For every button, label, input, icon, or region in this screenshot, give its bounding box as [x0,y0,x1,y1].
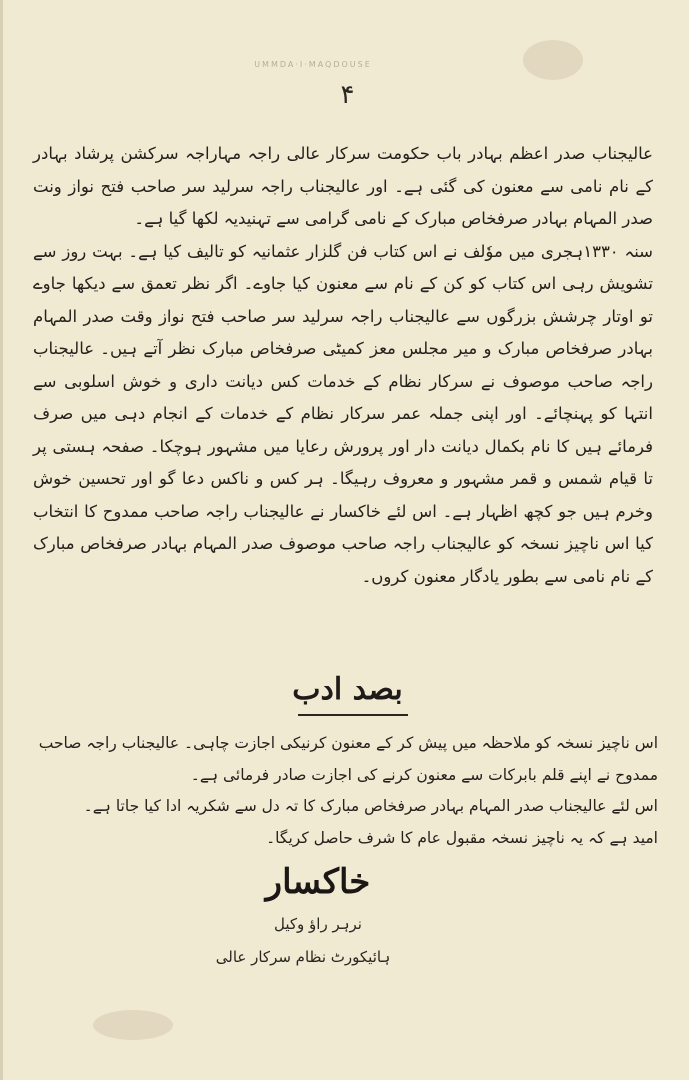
dedication-heading: بصد ادب [292,672,403,707]
dedication-text [33,728,658,854]
dedication-line: امید ہے کہ یہ ناچیز نسخہ مقبول عام کا شرف حاصل کریگا۔ [266,828,658,847]
page-number: ۴ [340,80,355,110]
paragraph: سنہ ۱۳۳۰ہجری میں موٗلف نے اس کتاب فن گلزار عثمانیہ کو تالیف کیا ہے۔ بہت روز سے تشویش رہی اس کتاب کو کن کے نام سے معنون کیا جاوے۔ اگر نظر تعمق سے دیکھا جاوے تو اوتار چرشش بزرگوں سے عالیجناب راجہ سرلید سر صاحب فتح نواز وقت صدر المہام بہادر صرفخاص مبارک و میر مجلس معز کمیٹی صرفخاص مبارک نظر آتے ہیں۔ عالیجناب راجہ صاحب موصوف نے سرکار نظام کے خدمات کس دیانت داری و خوش اسلوبی سے انتہا کو پہنچائے۔ اور اپنی جملہ عمر سرکار نظام کے خدمات کے انجام دہی میں صرف فرمائے ہیں کا نام بکمال دیانت دار اور پرورش رعایا میں مشہور ہوچکا۔ صفحہ ہستی پر تا قیام شمس و قمر مشہور و معروف رہیگا۔ ہر کس و ناکس دعا گو اور تحسین خوش وخرم ہیں جو کچھ اظہار ہے۔ اس لئے خاکسار نے عالیجناب راجہ صاحب ممدوح کا انتخاب کیا اس ناچیز نسخہ کو عالیجناب راجہ صاحب موصوف صدر المہام بہادر صرفخاص مبارک کے نام نامی سے بطور یادگار معنون کروں۔ [33,241,653,586]
paragraph: عالیجناب صدر اعظم بہادر باب حکومت سرکار عالی راجہ مہاراجہ سرکشن پرشاد بہادر کے نام نامی سے معنون کی گئی ہے۔ اور عالیجناب راجہ سرلید سر صاحب فتح نواز ونت صدر المہام بہادر صرفخاص مبارک کے نامی گرامی سے تہنیدیہ لکھا گیا ہے۔ [33,144,653,228]
signer-title: ہائیکورٹ نظام سرکار عالی [215,948,391,966]
paper-stain [93,1010,173,1040]
signature-label: خاکسار [265,862,371,902]
dedication-line: اس لئے عالیجناب صدر المہام بہادر صرفخاص مبارک کا تہ دل سے شکریہ ادا کیا جاتا ہے۔ [83,797,658,815]
running-header: UMMDA·I·MAQDOUSE [254,60,372,69]
paper-stain [523,40,583,80]
heading-underline [298,714,408,716]
body-text [33,138,653,593]
signer-name: نرہر راؤ وکیل [274,915,362,933]
dedication-line: اس ناچیز نسخہ کو ملاحظہ میں پیش کر کے معنون کرنیکی اجازت چاہی۔ عالیجناب راجہ صاحب ممدوح نے اپنے قلم بابرکات سے معنون کرنے کی اجازت صادر فرمائی ہے۔ [38,734,658,784]
